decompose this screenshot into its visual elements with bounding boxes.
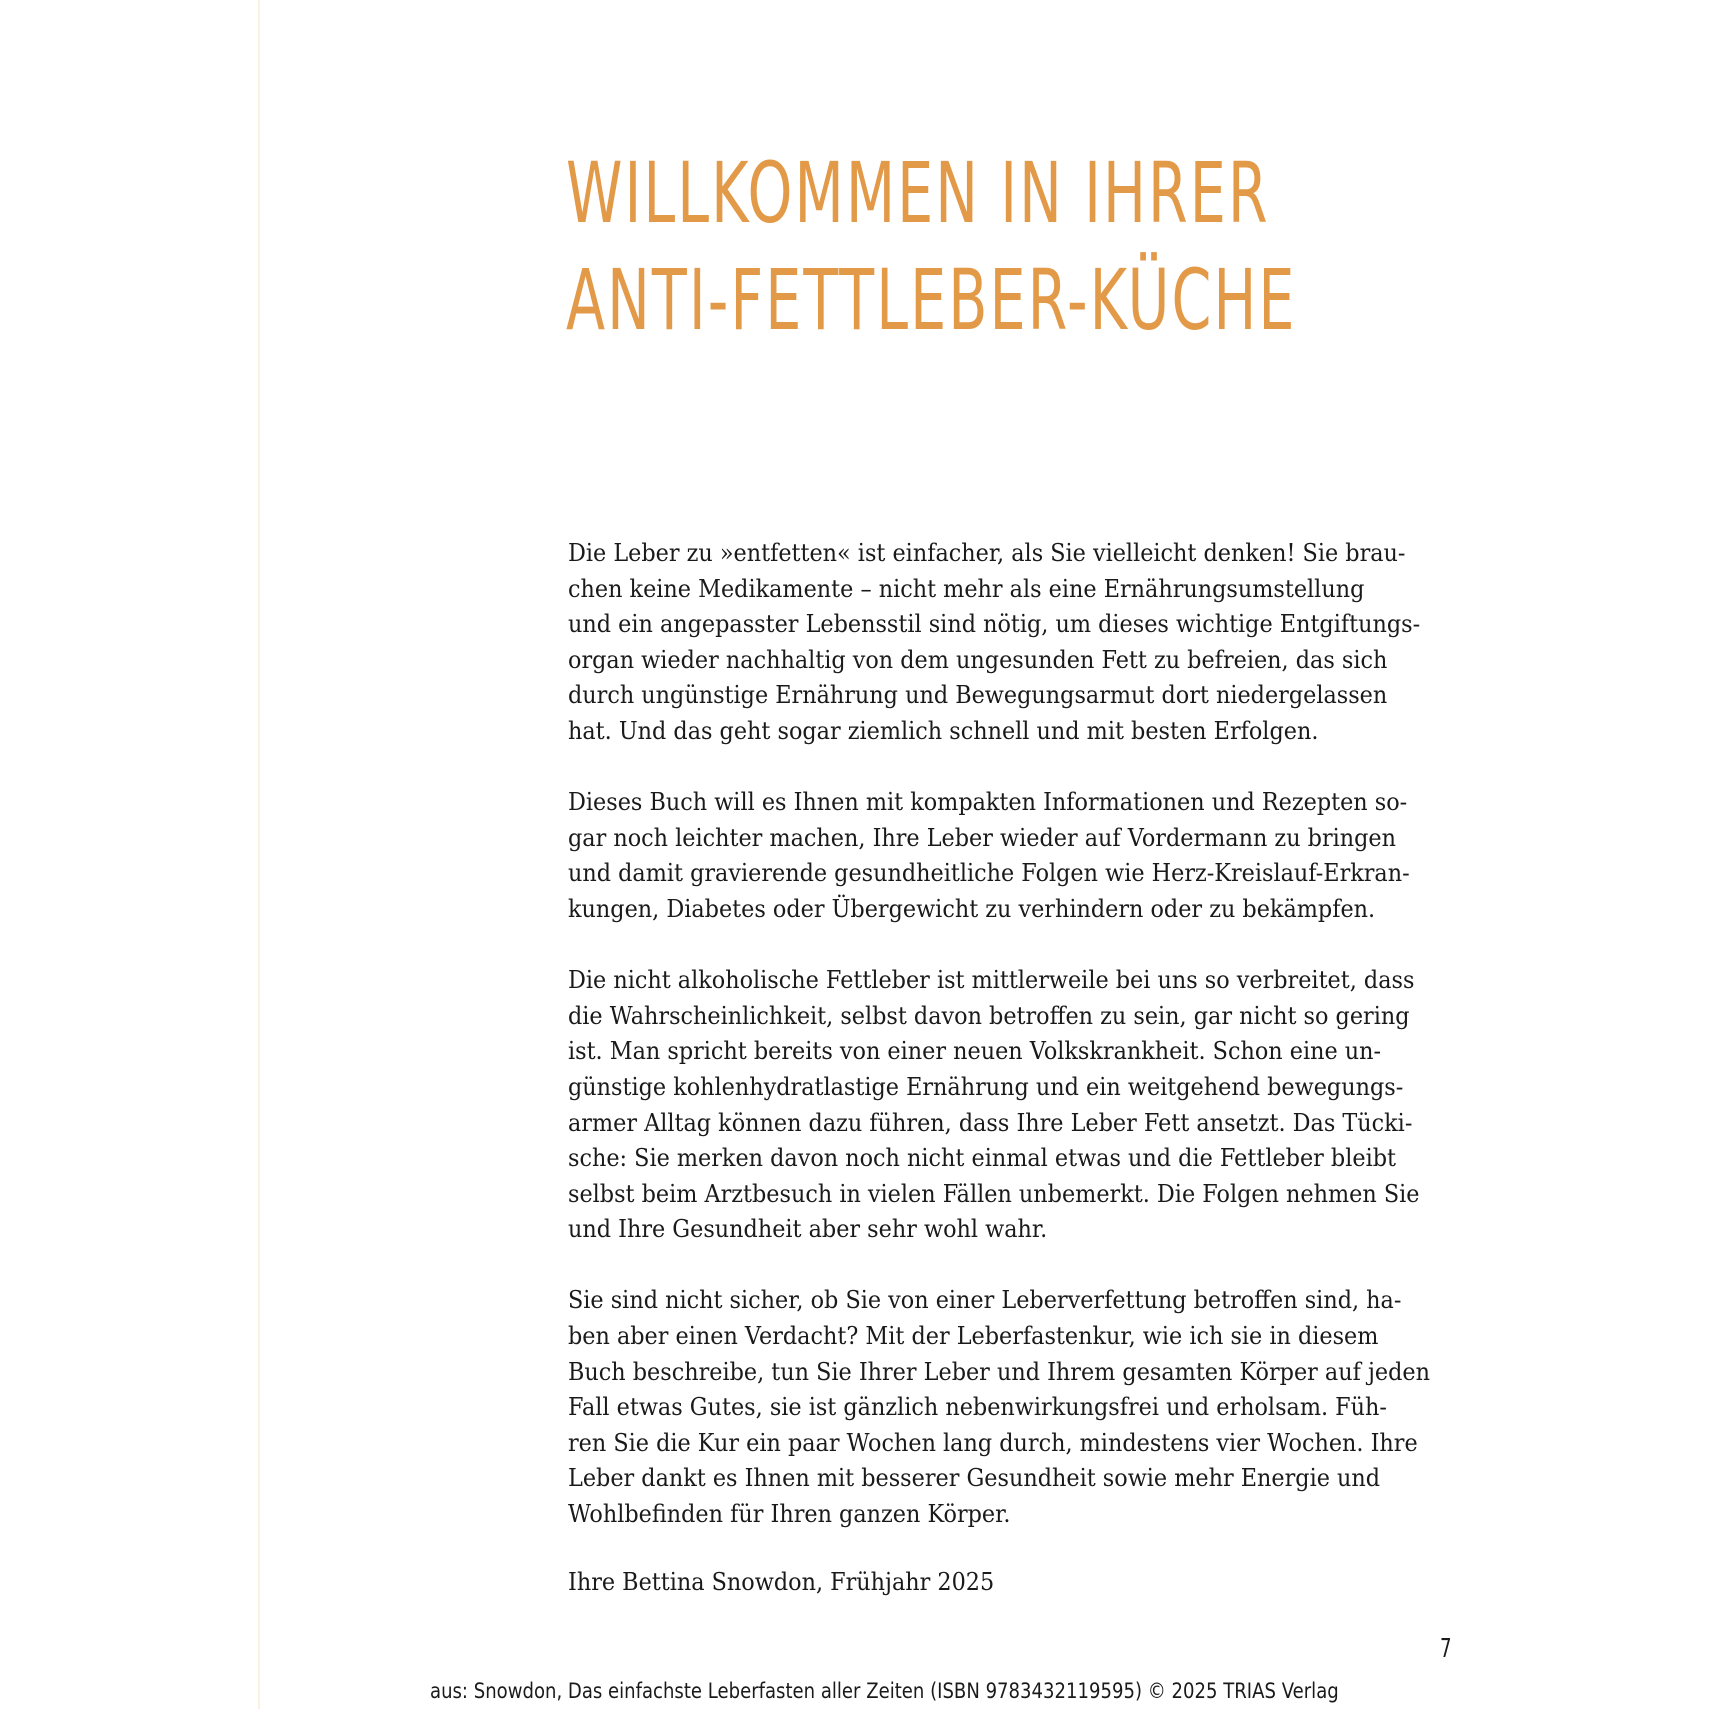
paragraph-4 (568, 1283, 1430, 1532)
text-line: hat. Und das geht sogar ziemlich schnell und mit besten Erfolgen. (568, 716, 1319, 745)
text-line: durch ungünstige Ernährung und Bewegungsarmut dort niedergelassen (568, 681, 1388, 710)
text-line: kungen, Diabetes oder Übergewicht zu verhindern oder zu bekämpfen. (568, 894, 1376, 923)
text-line: Buch beschreibe, tun Sie Ihrer Leber und Ihrem gesamten Körper auf jeden (568, 1357, 1430, 1386)
text-line: und Ihre Gesundheit aber sehr wohl wahr. (568, 1215, 1048, 1244)
text-line: und ein angepasster Lebensstil sind nötig, um dieses wichtige Entgiftungs- (568, 610, 1421, 639)
source-citation: aus: Snowdon, Das einfachste Leberfasten aller Zeiten (ISBN 9783432119595) © 2025 TRIAS Verlag (430, 1679, 1339, 1703)
text-line: günstige kohlenhydratlastige Ernährung und ein weitgehend bewegungs- (568, 1072, 1404, 1101)
author-signature: Ihre Bettina Snowdon, Frühjahr 2025 (568, 1568, 995, 1596)
chapter-title-line-1: WILLKOMMEN IN IHRER (566, 144, 1270, 242)
text-line: organ wieder nachhaltig von dem ungesunden Fett zu befreien, das sich (568, 645, 1388, 674)
text-line: ren Sie die Kur ein paar Wochen lang durch, mindestens vier Wochen. Ihre (568, 1428, 1418, 1457)
text-line: selbst beim Arztbesuch in vielen Fällen unbemerkt. Die Folgen nehmen Sie (568, 1179, 1420, 1208)
gutter-line (258, 0, 260, 1709)
chapter-title (566, 140, 1297, 354)
text-line: armer Alltag können dazu führen, dass Ihre Leber Fett ansetzt. Das Tücki- (568, 1108, 1413, 1137)
chapter-title-line-2: ANTI-FETTLEBER-KÜCHE (566, 251, 1297, 349)
text-line: Fall etwas Gutes, sie ist gänzlich nebenwirkungsfrei und erholsam. Füh- (568, 1393, 1387, 1422)
page-number: 7 (1440, 1634, 1452, 1664)
text-line: und damit gravierende gesundheitliche Folgen wie Herz-Kreislauf-Erkran- (568, 859, 1410, 888)
text-line: Wohlbefinden für Ihren ganzen Körper. (568, 1500, 1011, 1529)
body-text (568, 536, 1430, 1568)
text-line: ist. Man spricht bereits von einer neuen Volkskrankheit. Schon eine un- (568, 1037, 1382, 1066)
text-line: Dieses Buch will es Ihnen mit kompakten Informationen und Rezepten so- (568, 788, 1408, 817)
text-line: Sie sind nicht sicher, ob Sie von einer Leberverfettung betroffen sind, ha- (568, 1286, 1402, 1315)
paragraph-3 (568, 963, 1420, 1248)
text-line: ben aber einen Verdacht? Mit der Leberfastenkur, wie ich sie in diesem (568, 1322, 1379, 1351)
text-line: Die Leber zu »entfetten« ist einfacher, als Sie vielleicht denken! Sie brau- (568, 539, 1406, 567)
text-line: sche: Sie merken davon noch nicht einmal etwas und die Fettleber bleibt (568, 1144, 1396, 1173)
text-line: Die nicht alkoholische Fettleber ist mittlerweile bei uns so verbreitet, dass (568, 966, 1415, 995)
text-line: chen keine Medikamente – nicht mehr als eine Ernährungsumstellung (568, 574, 1365, 603)
text-line: gar noch leichter machen, Ihre Leber wieder auf Vordermann zu bringen (568, 823, 1397, 852)
text-line: Leber dankt es Ihnen mit besserer Gesundheit sowie mehr Energie und (568, 1464, 1381, 1493)
paragraph-1 (568, 536, 1421, 750)
paragraph-2 (568, 785, 1410, 927)
text-line: die Wahrscheinlichkeit, selbst davon betroffen zu sein, gar nicht so gering (568, 1001, 1410, 1030)
